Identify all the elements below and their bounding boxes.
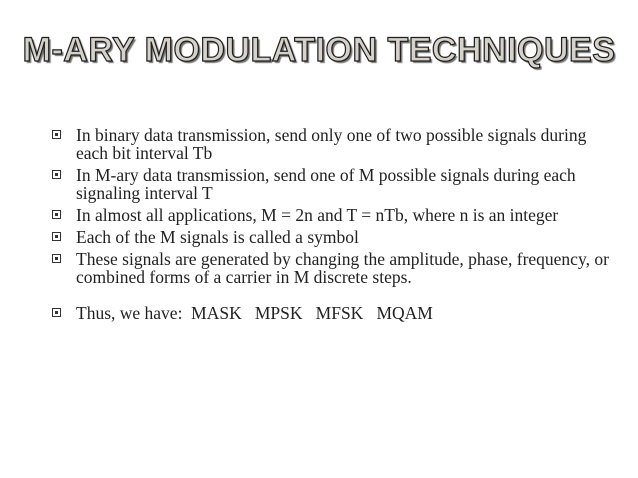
square-bullet-icon <box>52 170 61 179</box>
bullet-text: In almost all applications, M = 2n and T = nTb, where n is an integer <box>76 205 559 225</box>
bullet-text: In M-ary data transmission, send one of M possible signals during each signaling interval T <box>76 165 576 203</box>
square-bullet-icon <box>52 308 61 317</box>
bullet-text: Each of the M signals is called a symbol <box>76 227 359 247</box>
bullet-text: In binary data transmission, send only one of two possible signals during each bit interval Tb <box>76 125 587 163</box>
bullet-item <box>52 206 612 224</box>
square-bullet-icon <box>52 130 61 139</box>
square-bullet-icon <box>52 232 61 241</box>
bullet-item <box>52 304 612 322</box>
bullet-list <box>52 126 612 326</box>
bullet-item <box>52 166 612 202</box>
bullet-item <box>52 126 612 162</box>
bullet-item <box>52 228 612 246</box>
square-bullet-icon <box>52 210 61 219</box>
bullet-text: Thus, we have: MASK MPSK MFSK MQAM <box>76 303 433 323</box>
bullet-item <box>52 250 612 286</box>
bullet-text: These signals are generated by changing the amplitude, phase, frequency, or combined forms of a carrier in M discrete steps. <box>76 249 609 287</box>
slide-title: M-ARY MODULATION TECHNIQUES <box>22 31 616 69</box>
square-bullet-icon <box>52 254 61 263</box>
